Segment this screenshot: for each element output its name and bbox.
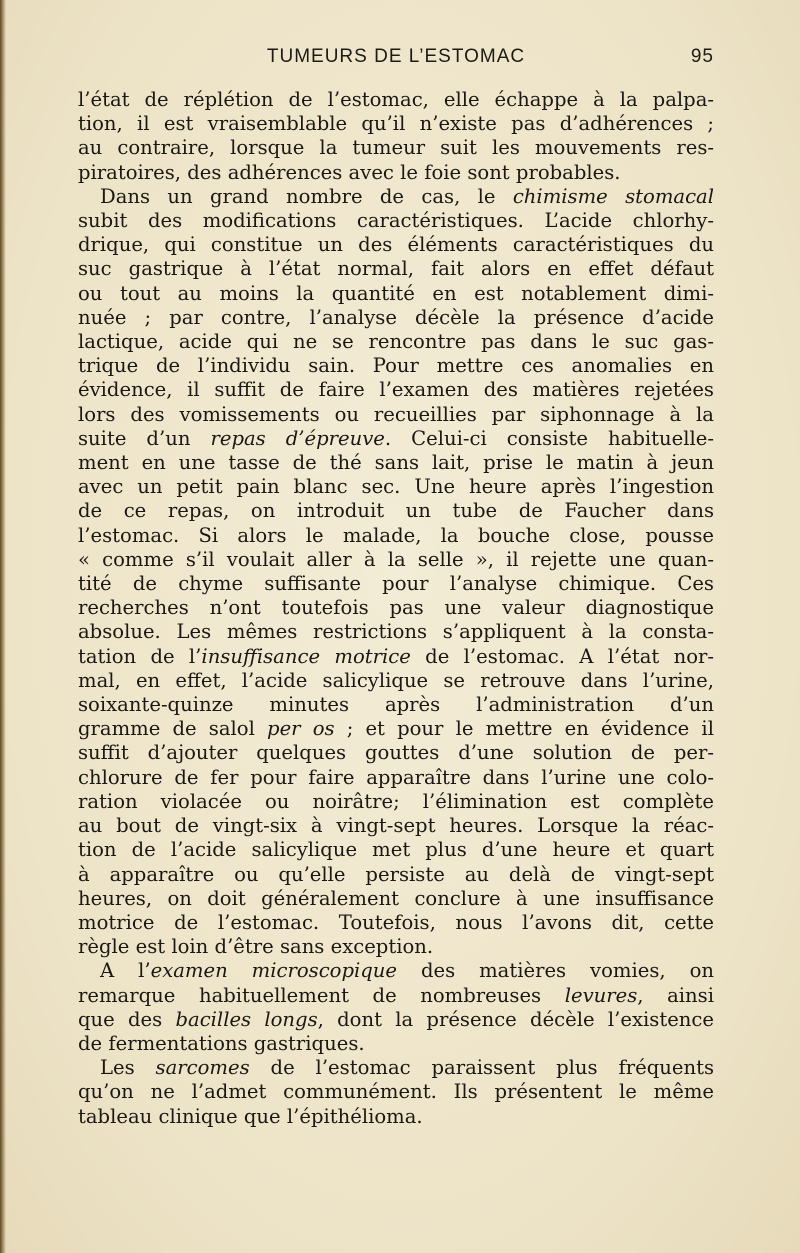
text-run: ; et pour le mettre en évidence il: [334, 717, 714, 741]
text-line: [78, 596, 714, 620]
text-line: [78, 451, 714, 475]
text-run: « comme s’il voulait aller à la selle », il rejette une quan-: [78, 547, 714, 571]
text-line: [78, 403, 714, 427]
text-run: nuée ; par contre, l’analyse décèle la présence d’acide: [78, 305, 714, 329]
body-text: [78, 88, 714, 1129]
text-run: mal, en effet, l’acide salicylique se retrouve dans l’urine,: [78, 668, 714, 692]
italic-term: repas d’épreuve: [210, 426, 385, 450]
text-run: suite d’un: [78, 426, 211, 450]
text-line: [78, 1080, 714, 1104]
italic-term: levures: [564, 983, 638, 1007]
text-run: de l’estomac paraissent plus fréquents: [249, 1056, 714, 1080]
text-run: au contraire, lorsque la tumeur suit les mouvements res-: [78, 136, 714, 160]
text-run: heures, on doit généralement conclure à une insuffisance: [78, 886, 714, 910]
italic-term: chimisme stomacal: [512, 184, 715, 208]
text-line: [78, 475, 714, 499]
text-run: recherches n’ont toutefois pas une valeur diagnostique: [78, 596, 714, 620]
page-number: 95: [690, 46, 714, 67]
text-run: soixante-quinze minutes après l’administration d’un: [78, 693, 714, 717]
text-run: suffit d’ajouter quelques gouttes d’une solution de per-: [78, 741, 714, 765]
text-run: tation de l’: [78, 644, 202, 668]
text-run: tableau clinique que l’épithélioma.: [78, 1104, 423, 1128]
text-run: des matières vomies, on: [397, 959, 714, 983]
text-run: Les: [100, 1056, 156, 1080]
text-line: [78, 306, 714, 330]
text-line: [78, 233, 714, 257]
text-run: chlorure de fer pour faire apparaître dans l’urine une colo-: [78, 765, 714, 789]
text-line: [78, 548, 714, 572]
text-run: de l’estomac. A l’état nor-: [410, 644, 714, 668]
text-run: évidence, il suffit de faire l’examen des matières rejetées: [78, 378, 714, 402]
text-line: [78, 717, 714, 741]
text-line: [78, 887, 714, 911]
text-line: [78, 741, 714, 765]
text-line: [78, 1008, 714, 1032]
paragraph: [78, 185, 714, 960]
text-run: drique, qui constitue un des éléments caractéristiques du: [78, 233, 714, 257]
text-run: tité de chyme suffisante pour l’analyse chimique. Ces: [78, 572, 714, 596]
text-line: [78, 136, 714, 160]
text-run: au bout de vingt-six à vingt-sept heures. Lorsque la réac-: [78, 814, 714, 838]
text-run: tion de l’acide salicylique met plus d’une heure et quart: [78, 838, 714, 862]
text-line: [78, 863, 714, 887]
running-header: [78, 46, 714, 74]
page-binding-edge: [0, 0, 6, 1253]
text-run: tion, il est vraisemblable qu’il n’existe pas d’adhérences ;: [78, 112, 714, 136]
text-line: [78, 959, 714, 983]
text-run: de ce repas, on introduit un tube de Faucher dans: [78, 499, 714, 523]
text-run: absolue. Les mêmes restrictions s’appliquent à la consta-: [78, 620, 714, 644]
text-run: , ainsi: [637, 983, 714, 1007]
italic-term: examen microscopique: [150, 959, 398, 983]
text-run: Dans un grand nombre de cas, le: [100, 184, 513, 208]
text-line: [78, 112, 714, 136]
text-run: avec un petit pain blanc sec. Une heure après l’ingestion: [78, 475, 714, 499]
text-line: [78, 911, 714, 935]
text-line: [78, 1056, 714, 1080]
text-run: ou tout au moins la quantité en est notablement dimi-: [78, 281, 714, 305]
paragraph: [78, 1056, 714, 1129]
text-line: [78, 814, 714, 838]
text-run: gramme de salol: [78, 717, 268, 741]
text-run: trique de l’individu sain. Pour mettre ces anomalies en: [78, 354, 714, 378]
text-line: [78, 838, 714, 862]
text-run: de fermentations gastriques.: [78, 1031, 365, 1055]
text-line: [78, 645, 714, 669]
text-run: remarque habituellement de nombreuses: [78, 983, 565, 1007]
text-line: [78, 378, 714, 402]
text-line: [78, 669, 714, 693]
text-line: [78, 693, 714, 717]
text-line: [78, 88, 714, 112]
text-line: [78, 330, 714, 354]
text-line: [78, 620, 714, 644]
text-line: [78, 499, 714, 523]
text-run: l’état de réplétion de l’estomac, elle échappe à la palpa-: [78, 88, 714, 111]
italic-term: bacilles longs: [175, 1007, 318, 1031]
text-line: [78, 185, 714, 209]
text-line: [78, 427, 714, 451]
text-line: [78, 1105, 714, 1129]
text-line: [78, 524, 714, 548]
text-run: piratoires, des adhérences avec le foie sont probables.: [78, 160, 621, 184]
italic-term: sarcomes: [155, 1056, 250, 1080]
text-line: [78, 354, 714, 378]
text-run: motrice de l’estomac. Toutefois, nous l’avons dit, cette: [78, 910, 714, 934]
text-run: lactique, acide qui ne se rencontre pas dans le suc gas-: [78, 330, 714, 354]
text-run: , dont la présence décèle l’existence: [317, 1007, 714, 1031]
text-line: [78, 209, 714, 233]
text-line: [78, 572, 714, 596]
italic-term: insuffisance motrice: [201, 644, 411, 668]
text-run: règle est loin d’être sans exception.: [78, 935, 434, 959]
text-run: A l’: [100, 959, 151, 983]
italic-term: per os: [267, 717, 335, 741]
text-run: . Celui-ci consiste habituelle-: [384, 426, 714, 450]
text-line: [78, 257, 714, 281]
text-line: [78, 766, 714, 790]
text-run: ment en une tasse de thé sans lait, prise le matin à jeun: [78, 451, 714, 475]
text-run: l’estomac. Si alors le malade, la bouche close, pousse: [78, 523, 714, 547]
text-run: lors des vomissements ou recueillies par siphonnage à la: [78, 402, 714, 426]
paragraph: [78, 88, 714, 185]
paragraph: [78, 959, 714, 1056]
text-line: [78, 984, 714, 1008]
text-line: [78, 282, 714, 306]
text-run: que des: [78, 1007, 176, 1031]
text-run: à apparaître ou qu’elle persiste au delà de vingt-sept: [78, 862, 714, 886]
text-line: [78, 161, 714, 185]
text-line: [78, 935, 714, 959]
running-title: TUMEURS DE L’ESTOMAC: [266, 46, 526, 67]
text-line: [78, 1032, 714, 1056]
text-run: subit des modifications caractéristiques. L’acide chlorhy-: [78, 209, 714, 233]
text-run: suc gastrique à l’état normal, fait alors en effet défaut: [78, 257, 714, 281]
text-run: ration violacée ou noirâtre; l’élimination est complète: [78, 789, 714, 813]
text-run: qu’on ne l’admet communément. Ils présentent le même: [78, 1080, 714, 1104]
text-line: [78, 790, 714, 814]
